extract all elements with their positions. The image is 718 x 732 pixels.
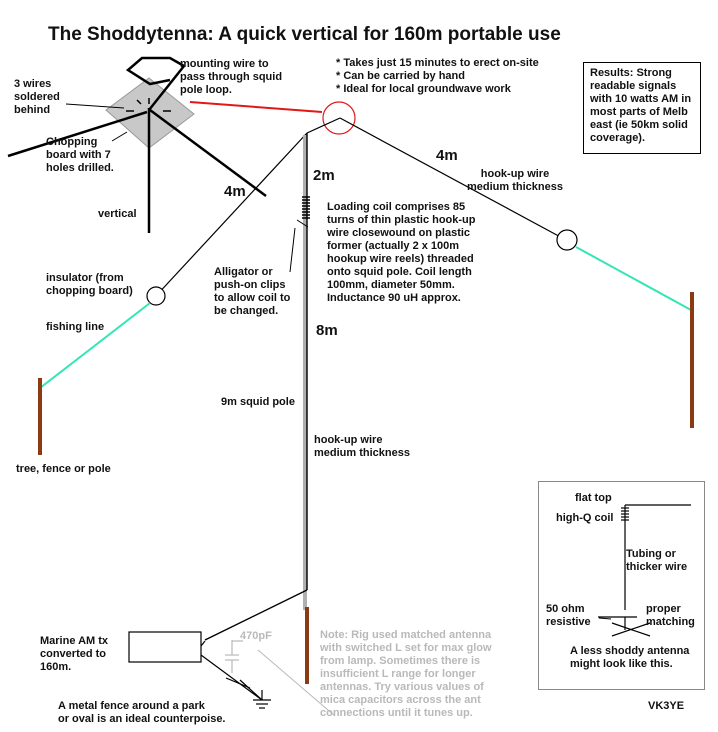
- fishing-line-label: fishing line: [46, 321, 105, 333]
- length-4m-right: 4m: [436, 147, 458, 164]
- chopping-board-label: Chopping board with 7 holes drilled.: [46, 136, 114, 174]
- hookup-wire-mid-label: hook-up wire medium thickness: [314, 434, 410, 459]
- length-4m-left: 4m: [224, 183, 246, 200]
- inset-proper-matching: proper matching: [646, 603, 695, 628]
- vertical-label: vertical: [98, 208, 137, 220]
- counterpoise-label: A metal fence around a park or oval is an ideal counterpoise.: [58, 700, 226, 725]
- callsign: VK3YE: [648, 700, 685, 712]
- loading-coil-label: Loading coil comprises 85 turns of thin plastic hook-up wire closewound on plastic former (actually 2 x 100m hookup wire reels) threaded onto squid pole. Coil length 100mm, diameter 50mm. Inductance 90 uH approx.: [327, 201, 476, 304]
- board-radial-right: [150, 110, 266, 196]
- clip-leader: [290, 228, 295, 272]
- left-fishing-line: [40, 303, 150, 388]
- length-2m: 2m: [313, 167, 335, 184]
- transmitter-label: Marine AM tx converted to 160m.: [40, 635, 109, 673]
- right-insulator: [557, 230, 577, 250]
- inset-50-ohm: 50 ohm resistive: [546, 603, 591, 628]
- mount-loop: [128, 58, 184, 84]
- page-title: The Shoddytenna: A quick vertical for 160m portable use: [48, 24, 561, 45]
- feature-2: * Can be carried by hand: [336, 70, 465, 82]
- wires-soldered-label: 3 wires soldered behind: [14, 78, 60, 116]
- length-8m: 8m: [316, 322, 338, 339]
- squid-pole-label: 9m squid pole: [221, 396, 295, 408]
- transmitter-box: [129, 632, 201, 662]
- tuning-capacitor: [225, 640, 243, 673]
- alligator-clips-label: Alligator or push-on clips to allow coil to be changed.: [214, 266, 291, 317]
- note-text: Note: Rig used matched antenna with switched L set for max glow from lamp. Sometimes there is insufficient L range for longer antennas. Try various values of mica capacitors across the ant connections until it tunes up.: [320, 629, 492, 719]
- red-pointer-line: [190, 102, 322, 112]
- insulator-label: insulator (from chopping board): [46, 272, 133, 297]
- results-box: Results: Strong readable signals with 10 watts AM in most parts of Melb east (ie 50km solid coverage).: [583, 62, 701, 154]
- feature-3: * Ideal for local groundwave work: [336, 83, 511, 95]
- board-leader: [112, 132, 127, 141]
- capacitor-label: 470pF: [240, 630, 272, 642]
- inset-tubing: Tubing or thicker wire: [626, 548, 688, 573]
- mounting-wire-label: mounting wire to pass through squid pole loop.: [180, 58, 283, 96]
- feature-1: * Takes just 15 minutes to erect on-site: [336, 57, 539, 69]
- inset-caption: A less shoddy antenna might look like this.: [570, 645, 690, 670]
- right-fishing-line: [576, 247, 691, 310]
- hookup-wire-top-label: hook-up wire medium thickness: [467, 168, 563, 193]
- left-insulator: [147, 287, 165, 305]
- tree-label: tree, fence or pole: [16, 463, 111, 475]
- inset-high-q-coil: high-Q coil: [556, 512, 614, 524]
- inset-flat-top: flat top: [575, 492, 612, 504]
